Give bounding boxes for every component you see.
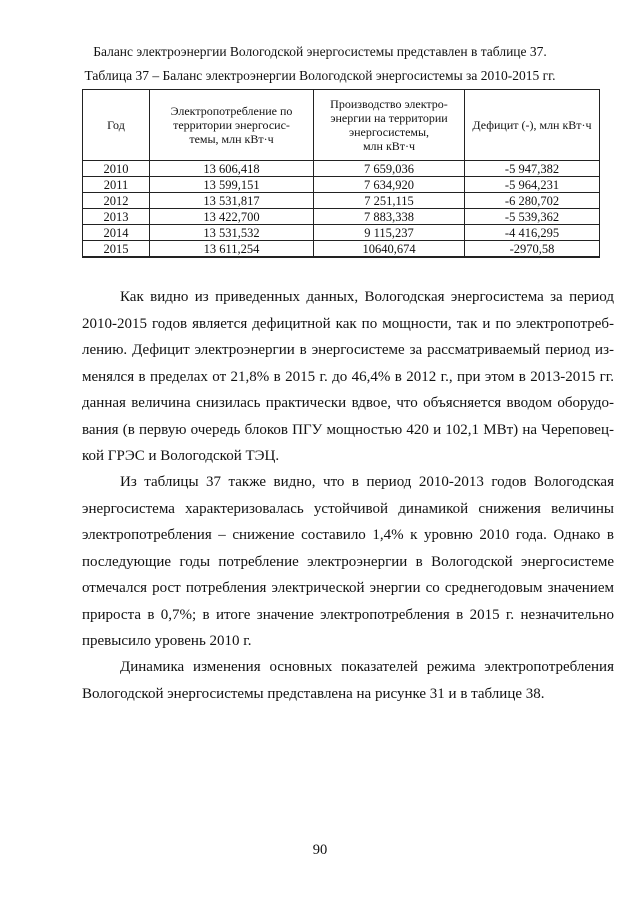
cell-deficit: -6 280,702 xyxy=(465,193,600,209)
cell-consumption: 13 611,254 xyxy=(150,241,314,258)
cell-production: 9 115,237 xyxy=(314,225,465,241)
header-production-line: млн кВт·ч xyxy=(362,139,416,153)
cell-consumption: 13 531,817 xyxy=(150,193,314,209)
paragraph-dynamics-reference xyxy=(82,654,614,707)
cell-deficit: -4 416,295 xyxy=(465,225,600,241)
paragraph-line: энергосистема характеризовалась устойчивой динамикой снижения величины xyxy=(82,500,614,517)
paragraph-line: прироста в 0,7%; в итоге значение электропотребления в 2015 г. незначительно xyxy=(82,606,614,623)
paragraph-line: данная величина снизилась практически вдвое, что объясняется вводом оборудо- xyxy=(82,395,614,411)
header-consumption-line: территории энергосис- xyxy=(173,118,290,132)
table-row xyxy=(83,241,600,258)
intro-text: Баланс электроэнергии Вологодской энергосистемы представлен в таблице 37. xyxy=(93,44,547,59)
paragraph-line: кой ГРЭС и Вологодской ТЭЦ. xyxy=(82,448,280,464)
cell-consumption: 13 422,700 xyxy=(150,209,314,225)
table-row xyxy=(83,225,600,241)
header-production-line: Производство электро- xyxy=(330,97,448,111)
header-production-line: энергосистемы, xyxy=(348,125,430,139)
cell-production: 7 883,338 xyxy=(314,209,465,225)
cell-year: 2010 xyxy=(83,161,150,177)
paragraph-line: 2010-2015 годов является дефицитной как по мощности, так и по электропотреб- xyxy=(82,315,614,332)
header-consumption xyxy=(150,90,314,161)
header-consumption-line: Электропотребление по xyxy=(170,104,293,118)
paragraph-line: Динамика изменения основных показателей режима электропотребления xyxy=(120,659,614,675)
cell-deficit: -2970,58 xyxy=(465,241,600,258)
cell-consumption: 13 606,418 xyxy=(150,161,314,177)
paragraph-line: превысило уровень 2010 г. xyxy=(82,633,252,649)
paragraph-deficit-analysis xyxy=(82,284,614,470)
paragraph-line: вания (в первую очередь блоков ПГУ мощностью 420 и 102,1 МВт) на Череповец- xyxy=(82,421,614,438)
table-row xyxy=(83,193,600,209)
paragraph-line: отмечался рост потребления электрической энергии со среднегодовым значением xyxy=(82,580,614,596)
table-row xyxy=(83,161,600,177)
cell-deficit: -5 539,362 xyxy=(465,209,600,225)
cell-production: 7 251,115 xyxy=(314,193,465,209)
header-consumption-line: темы, млн кВт·ч xyxy=(189,132,274,146)
paragraph-line: Как видно из приведенных данных, Вологодская энергосистема за период xyxy=(120,289,614,305)
cell-consumption: 13 531,532 xyxy=(150,225,314,241)
cell-production: 10640,674 xyxy=(314,241,465,258)
paragraph-line: менялся в пределах от 21,8% в 2015 г. до 46,4% в 2012 г., при этом в 2013-2015 гг. xyxy=(82,368,614,385)
cell-production: 7 634,920 xyxy=(314,177,465,193)
table-header-row xyxy=(83,90,600,161)
paragraph-line: Вологодской энергосистемы представлена на рисунке 31 и в таблице 38. xyxy=(82,685,545,702)
header-year: Год xyxy=(83,90,150,161)
cell-deficit: -5 964,231 xyxy=(465,177,600,193)
cell-year: 2014 xyxy=(83,225,150,241)
cell-year: 2013 xyxy=(83,209,150,225)
cell-production: 7 659,036 xyxy=(314,161,465,177)
cell-year: 2012 xyxy=(83,193,150,209)
table-row xyxy=(83,209,600,225)
paragraph-line: электропотребления – снижение составило 1,4% к уровню 2010 года. Однако в xyxy=(82,527,614,543)
paragraph-line: Из таблицы 37 также видно, что в период 2010-2013 годов Вологодская xyxy=(120,474,614,490)
header-production xyxy=(314,90,465,161)
cell-consumption: 13 599,151 xyxy=(150,177,314,193)
paragraph-line: последующие годы потребление электроэнергии в Вологодской энергосистеме xyxy=(82,553,614,570)
cell-deficit: -5 947,382 xyxy=(465,161,600,177)
cell-year: 2015 xyxy=(83,241,150,258)
paragraph-consumption-trend xyxy=(82,469,614,655)
cell-year: 2011 xyxy=(83,177,150,193)
header-production-line: энергии на территории xyxy=(330,111,448,125)
page-number: 90 xyxy=(312,842,328,858)
energy-balance-table xyxy=(82,89,600,258)
table-row xyxy=(83,177,600,193)
paragraph-line: лению. Дефицит электроэнергии в энергосистеме за рассматриваемый период из- xyxy=(82,342,614,358)
table-caption: Таблица 37 – Баланс электроэнергии Вологодской энергосистемы за 2010-2015 гг. xyxy=(84,68,556,83)
header-deficit: Дефицит (-), млн кВт·ч xyxy=(465,90,600,161)
